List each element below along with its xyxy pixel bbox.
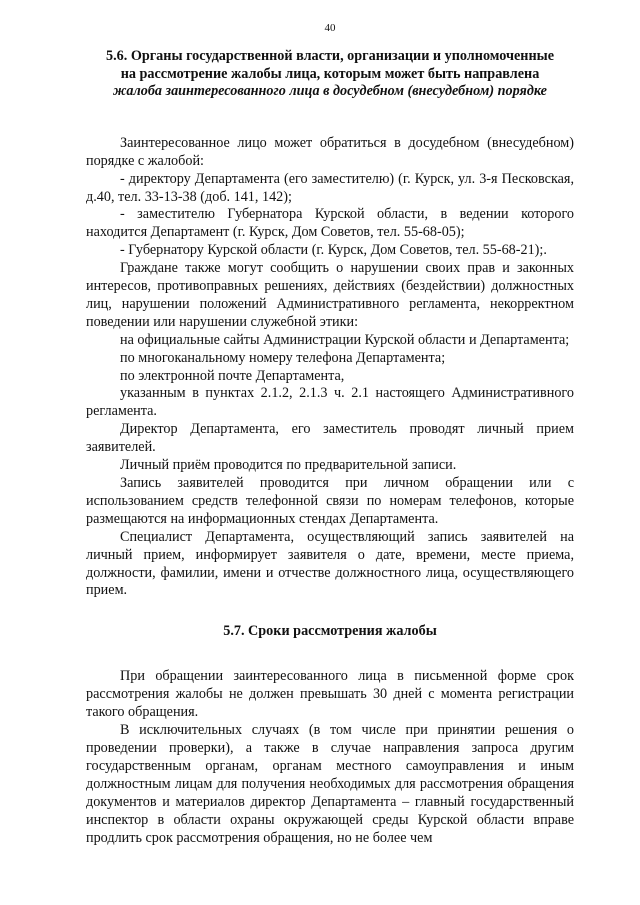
section-5-6-heading: [86, 48, 574, 101]
paragraph: Специалист Департамента, осуществляющий запись заявителей на личный прием, информирует заявителя о дате, времени, месте приема, должности, фамилии, имени и отчестве должностного лица, осуществляющего прием.: [86, 528, 574, 599]
paragraph: В исключительных случаях (в том числе при принятии решения о проведении проверки), а также в случае направления запроса другим государственным органам, органам местного самоуправления и иным должностным лицам для получения необходимых для рассмотрения обращения документов и материалов директор Департамента – главный государственный инспектор в области охраны окружающей среды Курской области вправе продлить срок рассмотрения обращения, но не более чем: [86, 722, 574, 846]
heading-line: на рассмотрение жалобы лица, которым может быть направлена: [120, 65, 540, 82]
section-5-7-heading: 5.7. Сроки рассмотрения жалобы: [223, 623, 437, 640]
section-gap: [86, 600, 574, 622]
paragraph: Граждане также могут сообщить о нарушении своих прав и законных интересов, противоправных решениях, действиях (бездействии) должностных лиц, нарушении положений Административного регламента, некорректном поведении или нарушении служебной этики:: [86, 260, 574, 330]
paragraph: по электронной почте Департамента,: [120, 367, 345, 384]
heading-line: 5.6. Органы государственной власти, организации и уполномоченные: [105, 48, 554, 64]
paragraph: указанным в пунктах 2.1.2, 2.1.3 ч. 2.1 настоящего Административного регламента.: [86, 385, 574, 420]
section-5-7-body: [86, 668, 574, 847]
paragraph: - заместителю Губернатора Курской области, в ведении которого находится Департамент (г. Курск, Дом Советов, тел. 55-68-05);: [86, 206, 574, 241]
paragraph: Личный приём проводится по предварительной записи.: [120, 457, 457, 474]
paragraph: - Губернатору Курской области (г. Курск, Дом Советов, тел. 55-68-21);.: [120, 242, 547, 259]
page-number: 40: [324, 22, 336, 34]
section-5-6-body: [86, 135, 574, 601]
heading-line: жалоба заинтересованного лица в досудебном (внесудебном) порядке: [113, 83, 547, 100]
paragraph: Заинтересованное лицо может обратиться в досудебном (внесудебном) порядке с жалобой:: [86, 134, 574, 169]
paragraph: При обращении заинтересованного лица в письменной форме срок рассмотрения жалобы не должен превышать 30 дней с момента регистрации такого обращения.: [86, 668, 574, 721]
paragraph: на официальные сайты Администрации Курской области и Департамента;: [120, 331, 570, 348]
paragraph: по многоканальному номеру телефона Департамента;: [120, 349, 446, 366]
paragraph: Директор Департамента, его заместитель проводят личный прием заявителей.: [86, 421, 574, 456]
paragraph: Запись заявителей проводится при личном обращении или с использованием средств телефонной связи по номерам телефонов, которые размещаются на информационных стендах Департамента.: [86, 475, 574, 527]
paragraph: - директору Департамента (его заместителю) (г. Курск, ул. 3-я Песковская, д.40, тел. 33-13-38 (доб. 141, 142);: [86, 170, 574, 205]
